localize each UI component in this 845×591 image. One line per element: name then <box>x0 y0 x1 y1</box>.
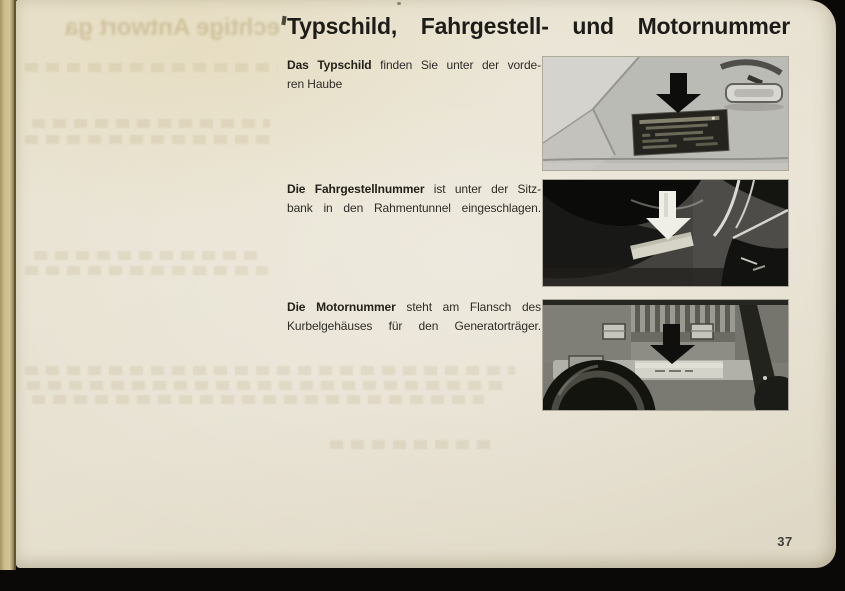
bleedthrough-line <box>34 251 264 260</box>
bleedthrough-line <box>25 63 278 72</box>
photo-typschild-under-hood <box>543 57 788 170</box>
bleedthrough-line <box>32 119 270 128</box>
bleedthrough-line <box>330 440 498 449</box>
line-2: Kurbelgehäuses für den Generatorträger. <box>287 319 541 333</box>
line-2: ren Haube <box>287 77 343 91</box>
hex-bolt <box>691 324 713 339</box>
manual-page <box>16 0 836 568</box>
bleedthrough-line <box>25 135 272 144</box>
bold-lead: Die Motornummer <box>287 300 396 314</box>
book-binding-edge <box>0 0 16 570</box>
bleedthrough-line <box>25 266 268 275</box>
bleedthrough-line <box>32 395 484 404</box>
cylinder-fins <box>631 305 735 332</box>
hex-bolt <box>603 324 625 339</box>
ink-speck <box>397 2 401 5</box>
ink-speck <box>281 16 286 25</box>
line-rest: ist unter der Sitz- <box>424 182 541 196</box>
bleedthrough-line <box>25 366 515 375</box>
photo-chassis-number <box>543 180 788 286</box>
type-plate <box>632 110 729 156</box>
section-typschild-text <box>287 56 541 94</box>
page-title: Typschild, Fahrgestell- und Motornummer <box>287 13 790 39</box>
line-rest: finden Sie unter der vorde- <box>371 58 542 72</box>
photo-engine-number <box>543 300 788 410</box>
line-rest: steht am Flansch des <box>395 300 541 314</box>
section-motornummer-text <box>287 298 541 336</box>
bleedthrough-headline: echtige Antwort ga <box>64 14 280 41</box>
line-2: bank in den Rahmentunnel eingeschlagen. <box>287 201 541 215</box>
section-fahrgestellnummer-text <box>287 180 541 218</box>
bold-lead: Die Fahrgestellnummer <box>287 182 425 196</box>
page-number: 37 <box>777 534 793 549</box>
bold-lead: Das Typschild <box>287 58 372 72</box>
bleedthrough-line <box>27 381 505 390</box>
